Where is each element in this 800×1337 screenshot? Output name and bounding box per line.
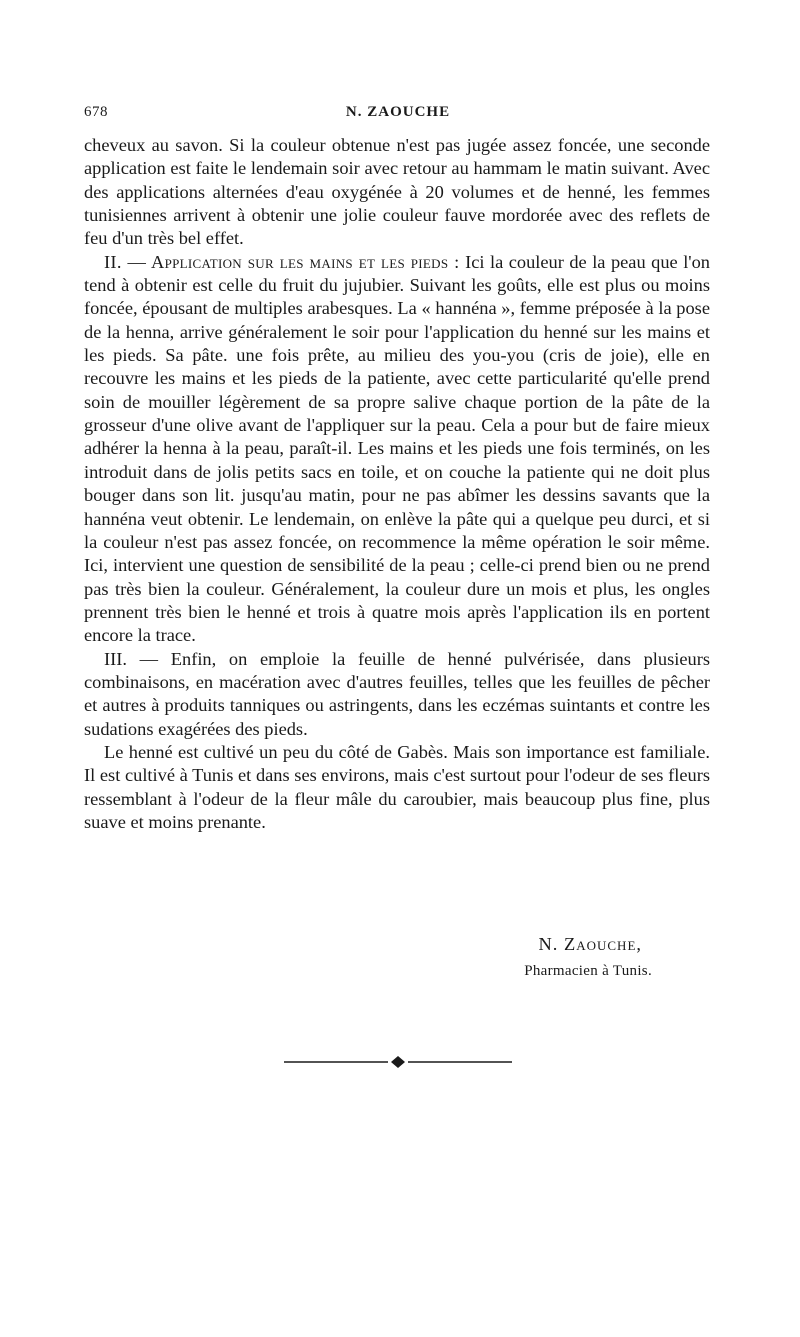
author-title: Pharmacien à Tunis. — [524, 963, 652, 979]
page-number: 678 — [84, 104, 108, 120]
body-text — [84, 134, 710, 834]
diamond-rule-ornament-icon — [284, 1054, 512, 1070]
paragraph-section-ii — [84, 251, 710, 648]
paragraph-section-iii: III. — Enfin, on emploie la feuille de henné pulvérisée, dans plusieurs combinaisons, en macération avec d'autres feuilles, telles que les feuilles de pêcher et autres à produits tanniques ou astringents, dans les eczémas suintants et contre les sudations exagérées des pieds. — [84, 648, 710, 739]
paragraph-continuation: cheveux au savon. Si la couleur obtenue n'est pas jugée assez foncée, une seconde application est faite le lendemain soir avec retour au hammam le matin suivant. Avec des applications alternées d'eau oxygénée à 20 volumes et de henné, les femmes tunisiennes arrivent à obtenir une jolie couleur fauve mordorée avec des reflets de feu d'un très bel effet. — [84, 135, 710, 249]
running-head — [84, 104, 712, 126]
section-ii-heading: II. — Application sur les mains et les pieds : — [104, 251, 460, 272]
signature — [524, 934, 652, 980]
paragraph-cultivation: Le henné est cultivé un peu du côté de Gabès. Mais son importance est familiale. Il est cultivé à Tunis et dans ses environs, mais c'est surtout pour l'odeur de ses fleurs ressemblant à l'odeur de la fleur mâle du caroubier, mais beaucoup plus fine, plus suave et moins prenante. — [84, 741, 710, 832]
author-name: N. Zaouche, — [538, 934, 642, 954]
section-ii-text: Ici la couleur de la peau que l'on tend à obtenir est celle du fruit du jujubier. Suivant les goûts, elle est plus ou moins foncée, épousant de multiples arabesques. La « hannéna », femme préposée à la pose de la henna, arrive généralement le soir pour l'application du henné sur les mains et les pieds. Sa pâte. une fois prête, au milieu des you-you (cris de joie), elle en recouvre les mains et les pieds de la patiente, avec cette particularité qu'elle prend soin de mouiller légèrement de sa propre salive chaque portion de la pâte de la grosseur d'une olive avant de l'appliquer sur la peau. Cela a pour but de faire mieux adhérer la henna à la peau, paraît-il. Les mains et les pieds une fois terminés, on les introduit dans de jolis petits sacs en toile, et on couche la patiente qui ne doit plus bouger dans son lit. jusqu'au matin, pour ne pas abîmer les dessins savants que la hannéna veut obtenir. Le lendemain, on enlève la pâte qui a quelque peu durci, et si la couleur n'est pas assez foncée, on recommence la même opération le soir même. Ici, intervient une question de sensibilité de la peau ; celle-ci prend bien ou ne prend pas très bien la couleur. Généralement, la couleur dure un mois et plus, les ongles prennent très bien le henné et trois à quatre mois après l'application ils en portent encore la trace. — [84, 251, 711, 646]
running-title: N. ZAOUCHE — [345, 104, 451, 120]
